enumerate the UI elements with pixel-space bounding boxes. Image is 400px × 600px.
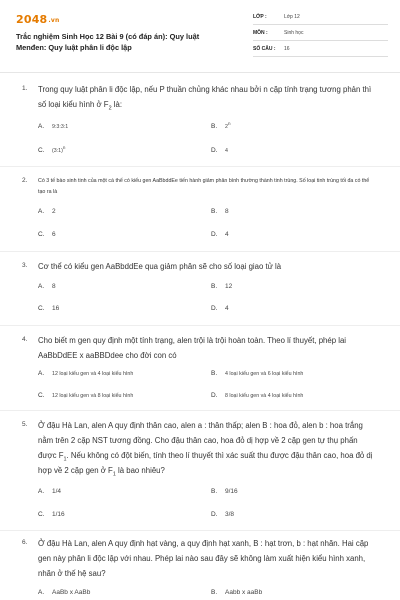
logo-suffix: .vn: [48, 17, 60, 24]
option-text: 4: [225, 305, 229, 312]
option-letter: C.: [38, 231, 45, 238]
meta-label: SỐ CÂU :: [253, 46, 276, 52]
question-divider: [0, 325, 400, 326]
option-c[interactable]: [38, 305, 59, 312]
option-c[interactable]: [38, 231, 56, 238]
question-text-part: Trong quy luật phân li độc lập, nếu P thuần chủng khác nhau bởi n cặp tính trạng tương phản thì số loại kiểu hình ở F: [38, 85, 372, 109]
question-text: [38, 82, 373, 112]
option-text: 1/16: [52, 511, 65, 518]
option-letter: A.: [38, 208, 45, 215]
option-d[interactable]: [211, 511, 234, 518]
option-a[interactable]: [38, 123, 68, 130]
question-number: 2.: [22, 177, 28, 184]
option-text: 9:3:3:1: [52, 124, 69, 130]
option-text: 8 loại kiểu gen và 4 loại kiểu hình: [225, 393, 304, 399]
question-text-part: . Nếu không có đột biến, tính theo lí thuyết thì xác suất thu được đậu thân cao, hoa đỏ dị hợp về 2 cặp gen ở F: [38, 451, 373, 475]
option-letter: A.: [38, 123, 45, 130]
option-d[interactable]: [211, 231, 229, 238]
option-c[interactable]: [38, 511, 65, 518]
option-letter: B.: [211, 208, 218, 215]
option-letter: C.: [38, 147, 45, 154]
logo-text: 2048: [16, 13, 48, 26]
option-b[interactable]: [211, 370, 303, 377]
option-d[interactable]: [211, 392, 303, 399]
option-a[interactable]: [38, 370, 133, 377]
option-b[interactable]: [211, 120, 231, 130]
question-number: 6.: [22, 539, 28, 546]
question-text: Ở đậu Hà Lan, alen A quy định hạt vàng, a quy định hạt xanh, B : hạt trơn, b : hạt nhăn. Hai cặp gen này phân li độc lập với nhau. Phép lai nào sau đây sẽ không làm xuất hiện kiểu hình xanh, nhăn ở thế hệ sau?: [38, 539, 369, 578]
option-letter: C.: [38, 305, 45, 312]
question-number: 1.: [22, 85, 28, 92]
option-letter: B.: [211, 123, 218, 130]
option-text: (3:1): [52, 148, 63, 154]
meta-value: Lớp 12: [284, 14, 300, 20]
question-divider: [0, 410, 400, 411]
option-c[interactable]: [38, 144, 66, 154]
question-text: Cơ thể có kiểu gen AaBbddEe qua giảm phân sẽ cho số loại giao tử là: [38, 262, 282, 271]
option-a[interactable]: [38, 283, 56, 290]
question-text: [38, 418, 373, 478]
question-number: 4.: [22, 336, 28, 343]
question-divider: [0, 530, 400, 531]
option-d[interactable]: [211, 305, 229, 312]
option-letter: D.: [211, 511, 218, 518]
question-text: Có 3 tế bào sinh tinh của một cá thể có kiểu gen AaBbddEe tiến hành giảm phân bình thường thành tinh trùng. Số loại tinh trùng tối đa có thể tạo ra là: [38, 178, 370, 195]
subscript: 1: [63, 456, 67, 463]
option-text: Aabb x aaBb: [225, 589, 263, 596]
subscript: 2: [108, 105, 112, 112]
option-text: 4: [225, 148, 228, 154]
option-b[interactable]: [211, 208, 229, 215]
option-b[interactable]: [211, 488, 238, 495]
site-logo[interactable]: [16, 13, 59, 26]
meta-row-class: [253, 11, 388, 25]
option-c[interactable]: [38, 392, 133, 399]
question-text-part: là bao nhiêu?: [115, 466, 165, 475]
option-text: 3/8: [225, 511, 235, 518]
meta-info: [253, 11, 388, 59]
option-text: 16: [52, 305, 60, 312]
option-text: 4 loại kiểu gen và 6 loại kiểu hình: [225, 371, 304, 377]
header-divider: [0, 72, 400, 73]
option-letter: D.: [211, 231, 218, 238]
document-title: Trắc nghiệm Sinh Học 12 Bài 9 (có đáp án): Quy luật Menđen: Quy luật phân li độc lập: [16, 32, 200, 52]
option-b[interactable]: [211, 283, 232, 290]
subscript: 1: [112, 471, 116, 478]
superscript: n: [227, 120, 231, 126]
option-text: 6: [52, 231, 56, 238]
option-text: 2: [225, 124, 228, 130]
option-text: 8: [52, 283, 56, 290]
option-b[interactable]: [211, 589, 262, 596]
page-header: [0, 0, 400, 64]
option-letter: B.: [211, 488, 218, 495]
question-text-part: Ở đậu Hà Lan, alen A quy định thân cao, alen a : thân thấp; alen B : hoa đỏ, alen b : hoa trắng nằm trên 2 cặp NST tương đồng. Cho đậu thân cao, hoa đỏ dị hợp về 2 cặp gen tự thụ phấn được F: [38, 421, 363, 460]
question-divider: [0, 251, 400, 252]
option-a[interactable]: [38, 589, 90, 596]
option-letter: B.: [211, 589, 218, 596]
option-text: 1/4: [52, 488, 62, 495]
option-text: 9/16: [225, 488, 238, 495]
option-text: AaBb x AaBb: [52, 589, 91, 596]
option-text: 2: [52, 208, 56, 215]
option-letter: C.: [38, 511, 45, 518]
option-letter: D.: [211, 305, 218, 312]
meta-row-count: [253, 43, 388, 57]
option-text: 8: [225, 208, 229, 215]
option-text: 12: [225, 283, 233, 290]
meta-label: MÔN :: [253, 30, 268, 36]
option-letter: C.: [38, 392, 45, 399]
meta-label: LỚP :: [253, 14, 267, 20]
superscript: n: [62, 144, 66, 150]
option-letter: A.: [38, 488, 45, 495]
question-number: 3.: [22, 262, 28, 269]
option-letter: A.: [38, 370, 45, 377]
question-text-part: là:: [111, 100, 123, 109]
meta-row-subject: [253, 27, 388, 41]
option-text: 12 loại kiểu gen và 8 loại kiểu hình: [52, 393, 134, 399]
option-a[interactable]: [38, 488, 61, 495]
option-letter: D.: [211, 147, 218, 154]
option-letter: B.: [211, 283, 218, 290]
option-text: 12 loại kiểu gen và 4 loại kiểu hình: [52, 371, 134, 377]
option-letter: B.: [211, 370, 218, 377]
question-number: 5.: [22, 421, 28, 428]
option-letter: A.: [38, 589, 45, 596]
option-text: 4: [225, 231, 229, 238]
option-letter: D.: [211, 392, 218, 399]
question-divider: [0, 166, 400, 167]
question-text: Cho biết m gen quy định một tính trạng, alen trội là trội hoàn toàn. Theo lí thuyết, phép lai AaBbDdEE x aaBBDdee cho đời con có: [38, 336, 347, 360]
meta-value: 16: [284, 46, 290, 52]
option-d[interactable]: [211, 147, 228, 154]
meta-value: Sinh học: [284, 30, 304, 36]
option-letter: A.: [38, 283, 45, 290]
option-a[interactable]: [38, 208, 56, 215]
